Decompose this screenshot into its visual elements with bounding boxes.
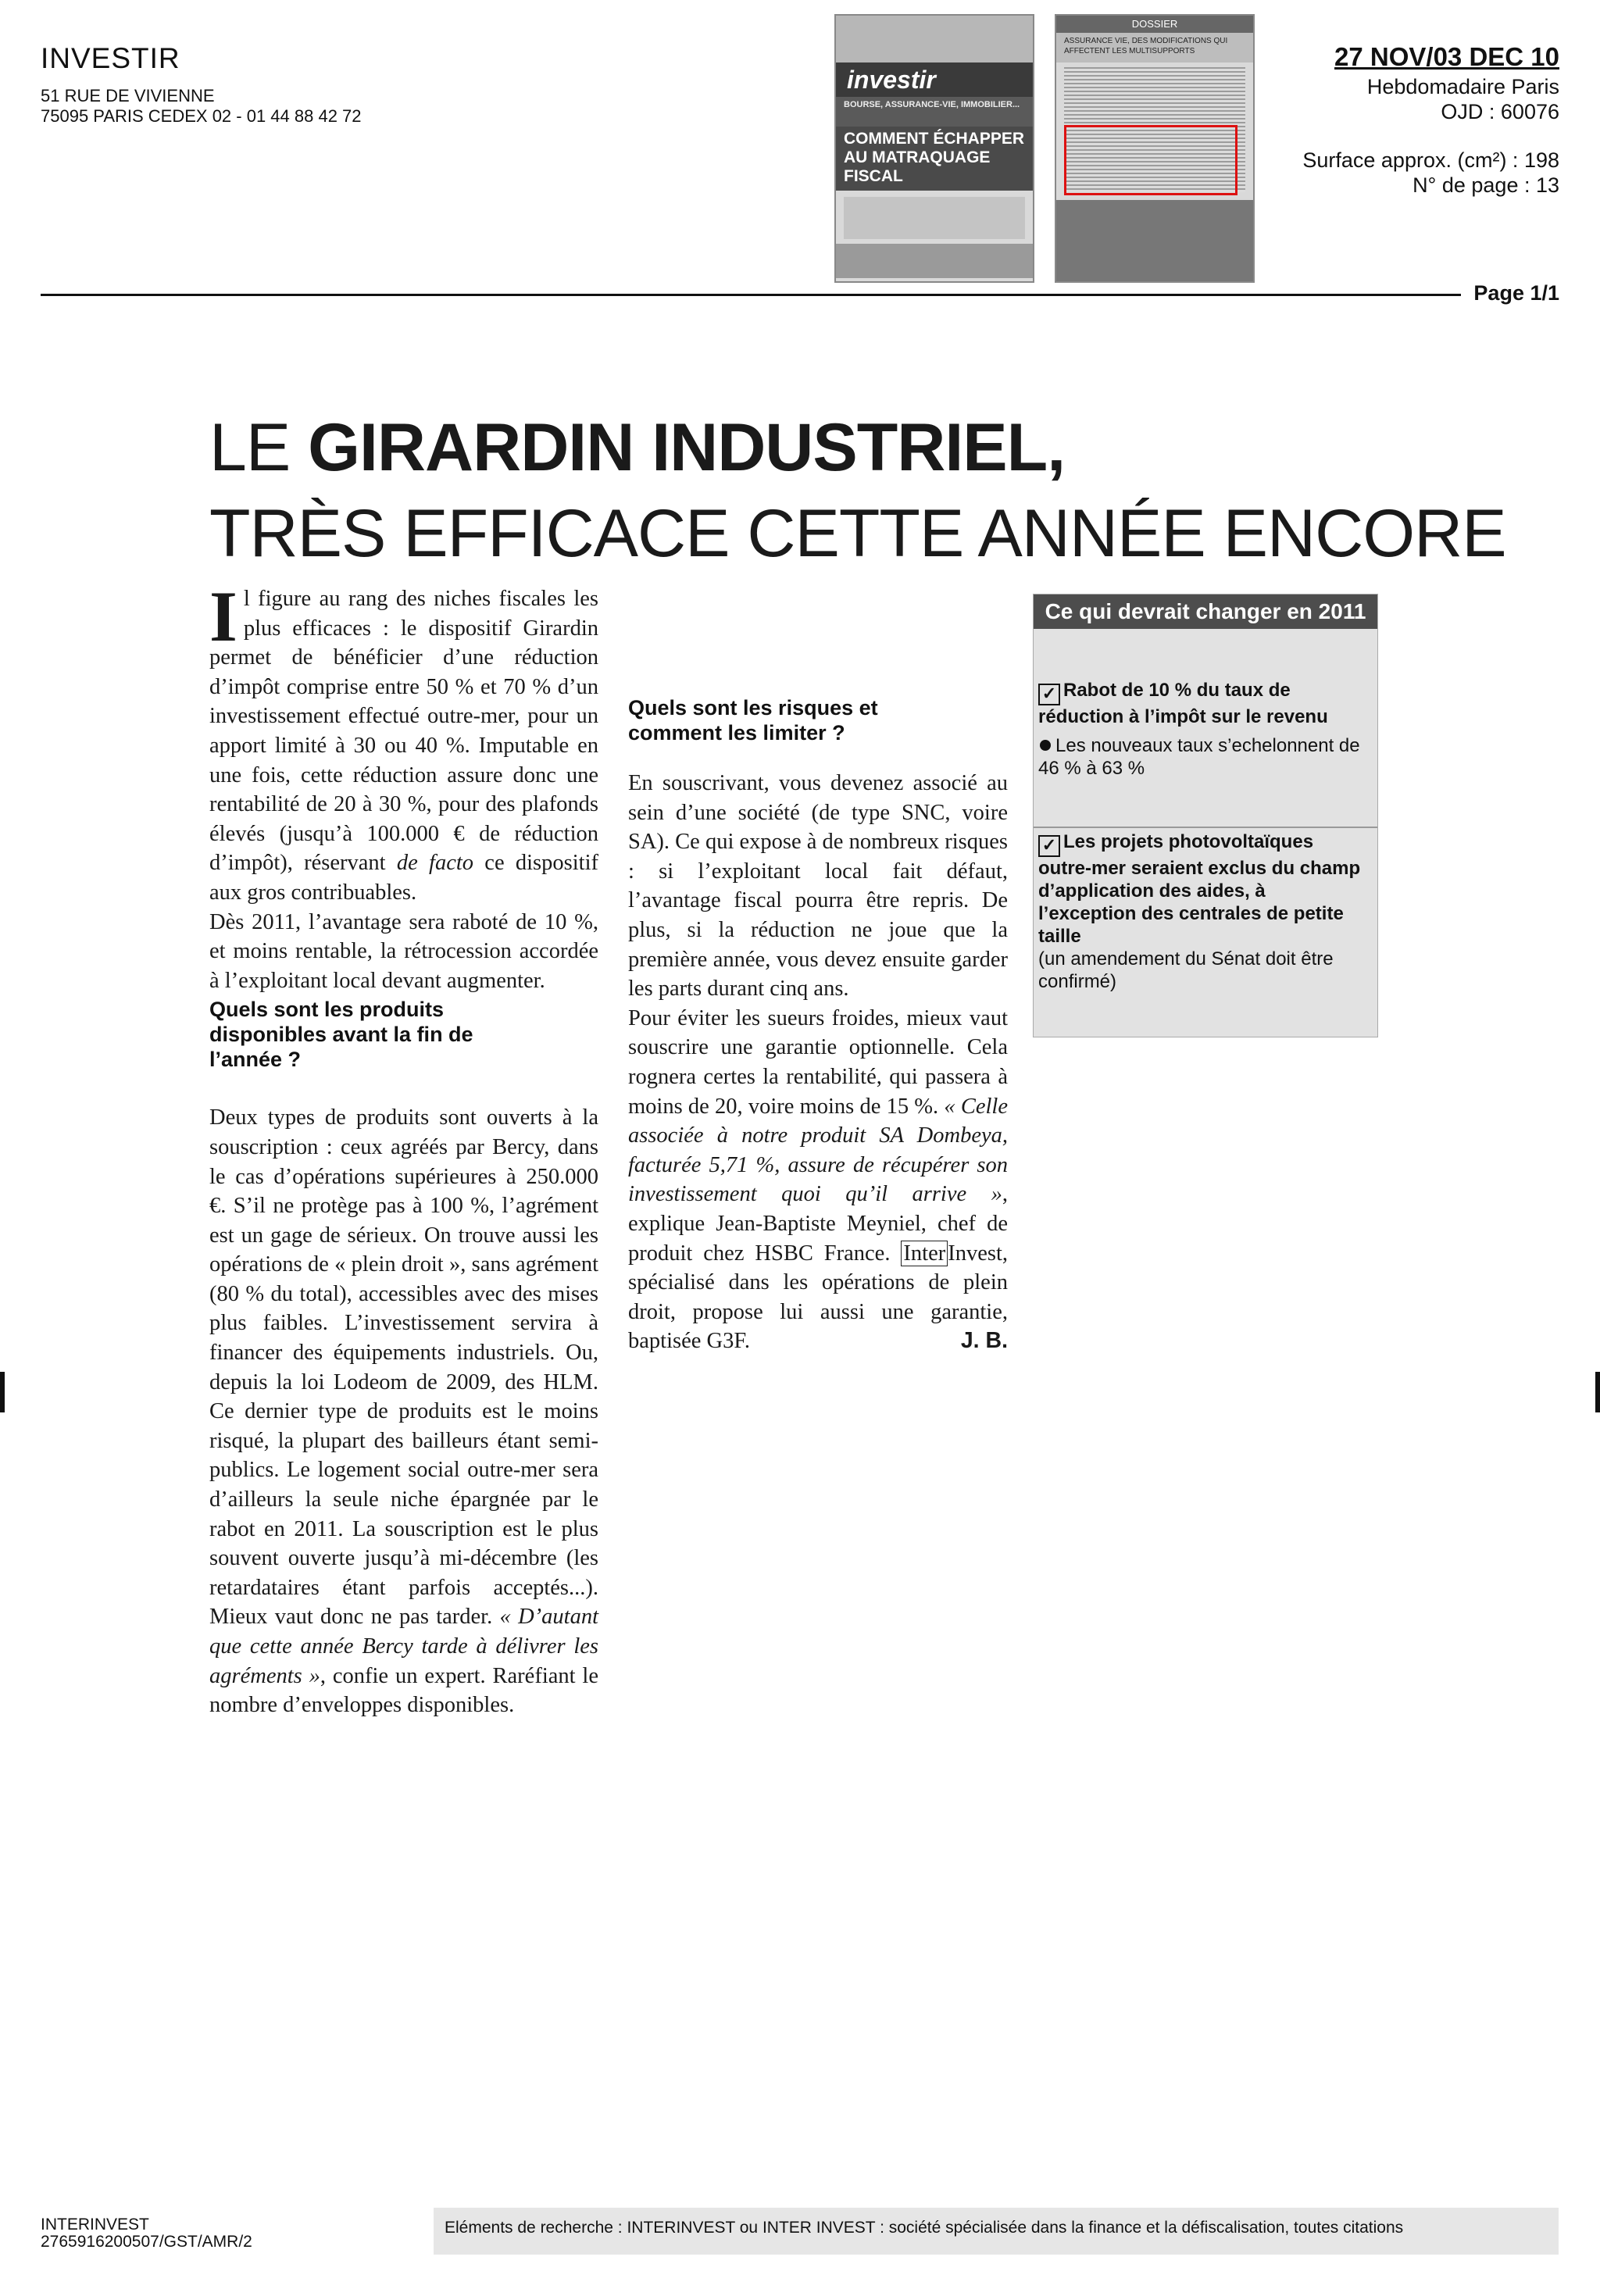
periodicity: Hebdomadaire Paris — [1366, 75, 1559, 98]
sidebar-item-2-note: (un amendement du Sénat doit être confirmé) — [1038, 948, 1334, 992]
article-column-1 — [209, 577, 598, 1720]
sidebar-title: Ce qui devrait changer en 2011 — [1034, 595, 1377, 629]
cover-headline: COMMENT ÉCHAPPER AU MATRAQUAGE FISCAL — [836, 127, 1033, 191]
cover-kicker: BOURSE, ASSURANCE-VIE, IMMOBILIER... — [836, 97, 1033, 127]
paragraph-2: Dès 2011, l’avantage sera raboté de 10 %, et moins rentable, la rétrocession accordée à l’exploitant local devant augmenter. — [209, 909, 598, 993]
paragraph-5-mid: , explique Jean-Baptiste Meyniel, chef de produit chez HSBC France. — [628, 1182, 1008, 1266]
client-reference: 2765916200507/GST/AMR/2 — [41, 2233, 252, 2251]
paragraph-3-end: , confie un expert. Raréfiant le nombre d’enveloppes disponibles. — [209, 1663, 598, 1718]
article-column-2 — [628, 586, 1008, 1356]
issue-date: 27 NOV/03 DEC 10 — [1334, 42, 1559, 71]
paragraph-5-quote: « Celle associée à notre produit SA Dombeya, facturée 5,71 %, assure de récupérer son investissement quoi qu’il arrive » — [628, 1094, 1008, 1207]
paragraph-3: Deux types de produits sont ouverts à la souscription : ceux agréés par Bercy, dans le cas d’opérations supérieures à 250.000 €. S’il ne protège pas à 100 %, l’agrément est un gage de sérieux. On trouve aussi les opérations de « plein droit », sans agrément (80 % du total), accessibles avec des mises plus faibles. L’investissement servira à financer des équipements industriels. Ou, depuis la loi Lodeom de 2009, des HLM. Ce dernier type de produits est le moins risqué, la plupart des bailleurs étant semi-publics. Le logement social outre-mer sera d’ailleurs la seule niche épargnée par le rabot en 2011. La souscription est le plus souvent ouverte jusqu’à mi-décembre (les retardataires étant parfois acceptés...). Mieux vaut donc ne pas tarder. — [209, 1105, 598, 1630]
scan-edge-mark-left — [0, 1372, 5, 1412]
publication-address-line2: 75095 PARIS CEDEX 02 - 01 44 88 42 72 — [41, 106, 362, 126]
sidebar-divider — [1034, 827, 1377, 828]
drop-cap: I — [209, 577, 238, 656]
sidebar-box — [1033, 594, 1378, 1037]
subheading-risks: Quels sont les risques et comment les limiter ? — [628, 696, 878, 745]
paragraph-1: l figure au rang des niches fiscales les plus efficaces : le dispositif Girardin permet de bénéficier d’une réduction d’impôt comprise entre 50 % et 70 % d’un investissement effectué outre-mer, pour un apport limité à 30 ou 40 %. Imputable en une fois, cette réduction assure donc une rentabilité de 20 à 30 %, pour des plafonds élevés (jusqu’à 100.000 € de réduction d’impôt), réservant — [209, 587, 598, 876]
sidebar-item-2-title: Les projets photovoltaïques outre-mer seraient exclus du champ d’application des aides, à l’exception des centrales de petite taille — [1038, 831, 1361, 947]
paragraph-5: Pour éviter les sueurs froides, mieux vaut souscrire une garantie optionnelle. Cela rognera certes la rentabilité, qui passera à moins de 20, voire moins de 15 %. — [628, 1005, 1008, 1119]
headline-bold: GIRARDIN INDUSTRIEL, — [308, 410, 1066, 485]
sidebar-item-2 — [1038, 830, 1365, 993]
author-signature: J. B. — [960, 1328, 1008, 1354]
sidebar-item-1-title: Rabot de 10 % du taux de réduction à l’impôt sur le revenu — [1038, 680, 1328, 727]
headline-line2: TRÈS EFFICACE CETTE ANNÉE ENCORE — [209, 496, 1506, 571]
paragraph-3-quote: « D’autant que cette année Bercy tarde à délivrer les agréments » — [209, 1605, 598, 1688]
cover-thumbnail — [834, 14, 1034, 283]
publication-name: INVESTIR — [41, 42, 180, 74]
paragraph-4: En souscrivant, vous devenez associé au sein d’une société (de type SNC, voire SA). Ce qui expose à de nombreux risques : si l’exploitant local fait défaut, l’avantage fiscal pourra être repris. De plus, si la réduction ne joue que la première année, vous devez ensuite garder les parts durant cinq ans. — [628, 771, 1008, 1002]
page-thumb-headline: ASSURANCE VIE, DES MODIFICATIONS QUI AFFECTENT LES MULTISUPPORTS — [1056, 33, 1253, 62]
page-count: Page 1/1 — [1466, 281, 1559, 305]
paragraph-1-end: ce dispositif aux gros contribuables. — [209, 851, 598, 905]
client-name: INTERINVEST — [41, 2216, 149, 2234]
sidebar-item-1-bullet: Les nouveaux taux s’echelonnent de 46 % à 63 % — [1038, 735, 1360, 779]
surface-area: Surface approx. (cm²) : 198 — [1302, 148, 1559, 172]
cover-logo: investir — [836, 62, 1033, 97]
scan-edge-mark-right — [1595, 1372, 1600, 1412]
publication-address-line1: 51 RUE DE VIVIENNE — [41, 86, 215, 105]
page-thumb-section: DOSSIER — [1056, 16, 1253, 33]
highlighted-term: Inter — [901, 1241, 948, 1266]
article-location-frame — [1064, 125, 1238, 195]
page-thumbnail — [1055, 14, 1255, 283]
paragraph-5-end: Invest, spécialisé dans les opérations de plein droit, propose lui aussi une garantie, baptisée G3F. — [628, 1241, 1008, 1354]
header-rule — [41, 294, 1461, 296]
search-elements: Eléments de recherche : INTERINVEST ou INTER INVEST : société spécialisée dans la finance et la défiscalisation, toutes citations — [434, 2208, 1559, 2255]
ojd-circulation: OJD : 60076 — [1441, 100, 1559, 123]
headline-light: LE — [209, 410, 309, 485]
bullet-icon — [1040, 740, 1051, 751]
checkbox-icon: ✓ — [1038, 684, 1060, 705]
checkbox-icon: ✓ — [1038, 835, 1060, 857]
subheading-products: Quels sont les produits disponibles avant la fin de l’année ? — [209, 998, 473, 1072]
headline-line1 — [209, 410, 1066, 485]
sidebar-item-1 — [1038, 679, 1365, 780]
paragraph-1-italic: de facto — [396, 851, 474, 876]
page-number: N° de page : 13 — [1412, 173, 1559, 197]
